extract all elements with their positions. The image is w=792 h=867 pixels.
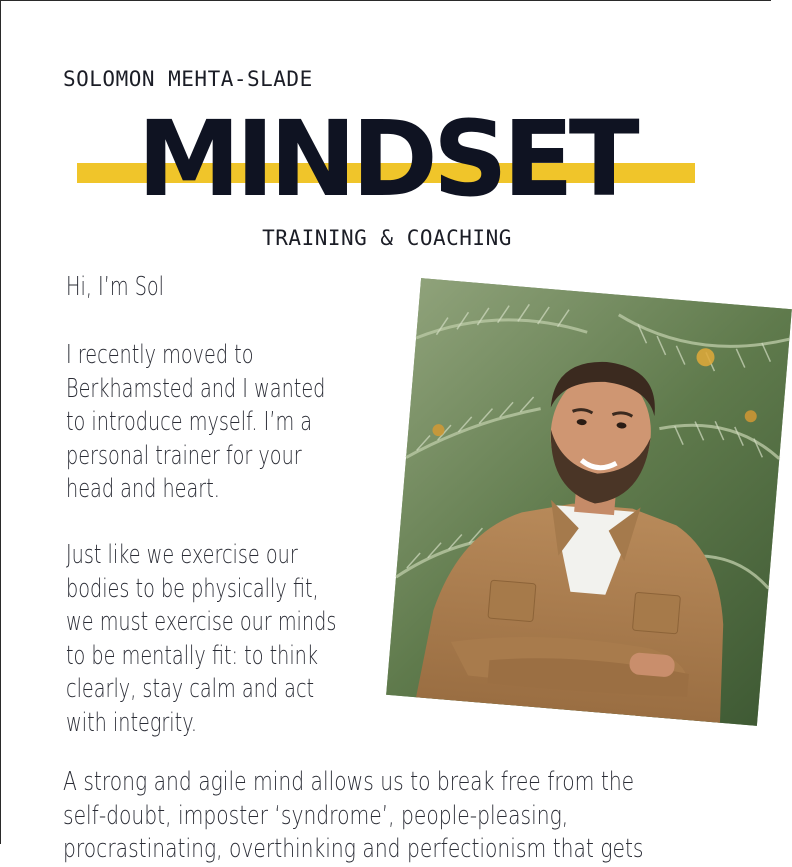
exercise-line: we must exercise our minds [66, 607, 337, 637]
exercise-paragraph [66, 539, 336, 740]
portrait-illustration [386, 278, 792, 726]
intro-line: personal trainer for your [66, 440, 302, 471]
page-subtitle: TRAINING & COACHING [262, 226, 512, 250]
exercise-line: Just like we exercise our [66, 540, 298, 570]
mind-line: A strong and agile mind allows us to break free from the [63, 767, 635, 797]
mind-line: procrastinating, overthinking and perfectionism that gets [63, 834, 644, 864]
page-title: MINDSET [137, 98, 635, 220]
exercise-line: clearly, stay calm and act [66, 674, 315, 704]
title-block [77, 98, 695, 220]
author-name: SOLOMON MEHTA-SLADE [63, 67, 313, 91]
portrait-photo [386, 278, 792, 726]
exercise-line: with integrity. [66, 707, 197, 738]
exercise-line: bodies to be physically fit, [66, 573, 319, 604]
intro-line: head and heart. [66, 474, 220, 504]
greeting-text: Hi, I’m Sol [66, 272, 165, 302]
mind-line: self-doubt, imposter ‘syndrome’, people-pleasing, [63, 800, 569, 831]
intro-line: Berkhamsted and I wanted [66, 373, 326, 404]
intro-line: to introduce myself. I’m a [66, 407, 313, 437]
intro-paragraph [66, 339, 325, 507]
exercise-line: to be mentally fit: to think [66, 640, 319, 671]
mind-paragraph [63, 766, 643, 867]
intro-line: I recently moved to [66, 340, 254, 370]
